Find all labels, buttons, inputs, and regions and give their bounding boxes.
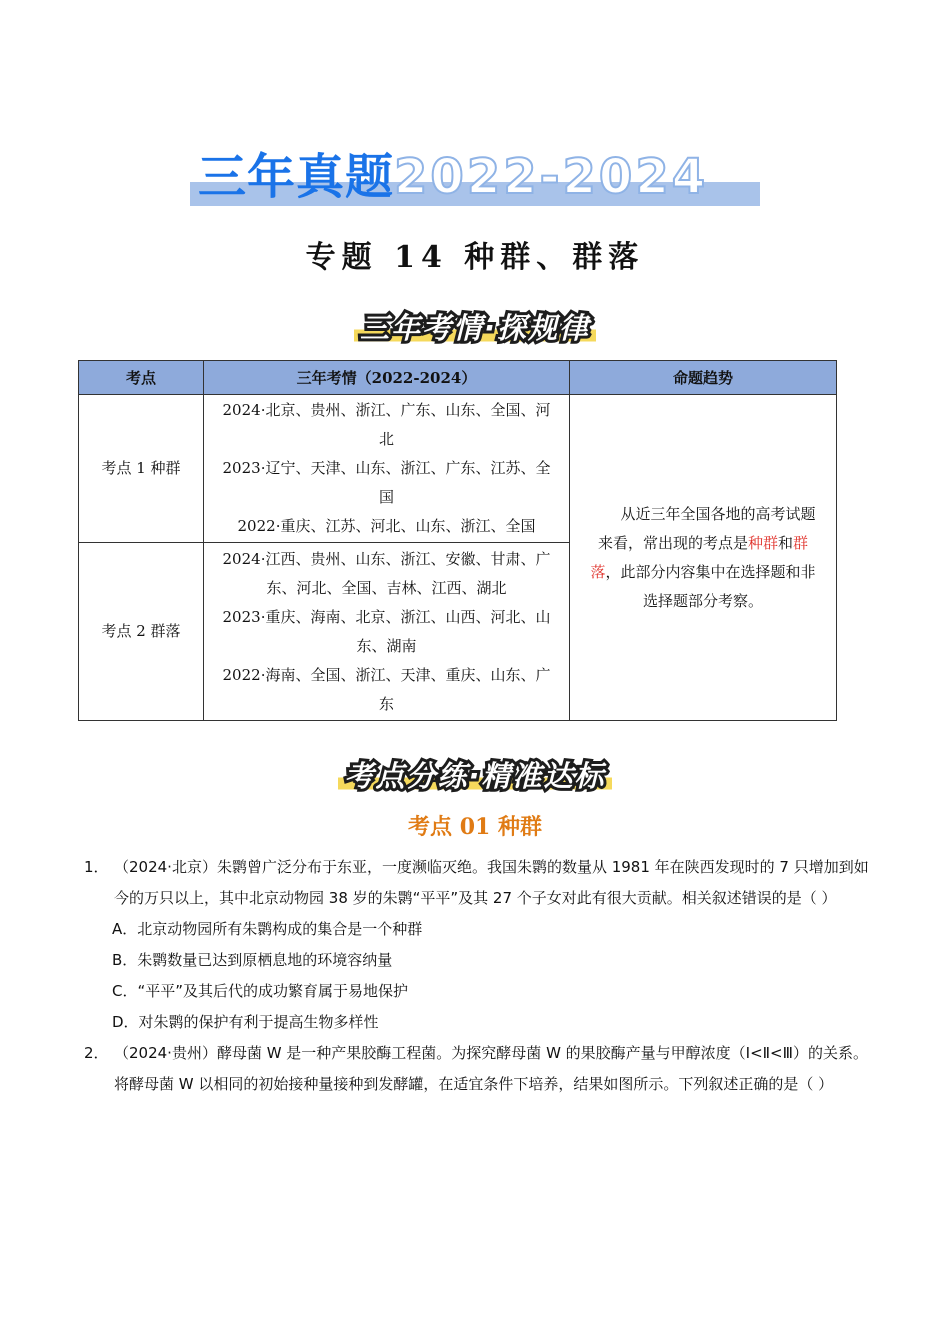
banner-title-cn: 三年真题 xyxy=(198,149,395,205)
kaoqing-1 xyxy=(204,395,570,543)
option-c: C．“平平”及其后代的成功繁育属于易地保护 xyxy=(112,982,409,1000)
trend-cell xyxy=(570,395,837,721)
question-list xyxy=(84,852,874,1100)
trend-text xyxy=(584,500,822,616)
kaodian-title: 考点 01 种群 xyxy=(408,814,542,840)
option-b: B．朱鹮数量已达到原栖息地的环境容纳量 xyxy=(112,951,393,969)
topic-title: 专题 14 种群、群落 xyxy=(305,240,645,275)
trend-highlight-population: 种群 xyxy=(747,533,778,552)
banner-title-years: 2022-2024 xyxy=(394,149,709,205)
section-banner-practice-text: 考点分练·精准达标 xyxy=(338,759,611,793)
header-banner xyxy=(190,146,760,208)
trend-highlight-community: 群落 xyxy=(590,533,809,581)
kaoqing-2-2023: 2023·重庆、海南、北京、浙江、山西、河北、山东、湖南 xyxy=(222,607,551,655)
banner-title xyxy=(198,146,708,208)
question-number: 1． xyxy=(84,858,109,876)
trend-text-part3: ，此部分内容集中在选择题和非选择题部分考察。 xyxy=(605,562,816,610)
question-number: 2． xyxy=(84,1044,109,1062)
kaodian-2: 考点 2 群落 xyxy=(79,543,204,721)
option-d: D．对朱鹮的保护有利于提高生物多样性 xyxy=(112,1013,379,1031)
option-a: A．北京动物园所有朱鹮构成的集合是一个种群 xyxy=(112,920,423,938)
section-banner-trends-text: 三年考情·探规律 xyxy=(354,311,596,345)
header-kaodian: 考点 xyxy=(79,361,204,395)
kaoqing-2-2024: 2024·江西、贵州、山东、浙江、安徽、甘肃、广东、河北、全国、吉林、江西、湖北 xyxy=(222,549,551,597)
kaoqing-2 xyxy=(204,543,570,721)
exam-analysis-table xyxy=(78,360,837,721)
kaodian-1: 考点 1 种群 xyxy=(79,395,204,543)
table-row xyxy=(79,395,837,543)
section-banner-trends xyxy=(0,306,950,347)
kaoqing-1-2023: 2023·辽宁、天津、山东、浙江、广东、江苏、全国 xyxy=(222,459,551,506)
kaoqing-2-2022: 2022·海南、全国、浙江、天津、重庆、山东、广东 xyxy=(222,665,551,713)
kaoqing-1-2024: 2024·北京、贵州、浙江、广东、山东、全国、河北 xyxy=(222,401,551,448)
trend-text-part2: 和 xyxy=(778,533,794,552)
header-trend: 命题趋势 xyxy=(570,361,837,395)
header-kaoqing: 三年考情（2022-2024） xyxy=(204,361,570,395)
section-banner-practice xyxy=(0,754,950,795)
question-1 xyxy=(84,852,874,914)
kaoqing-1-2022: 2022·重庆、江苏、河北、山东、浙江、全国 xyxy=(237,517,536,535)
table-header-row xyxy=(79,361,837,395)
question-stem: （2024·贵州）酵母菌 W 是一种产果胶酶工程菌。为探究酵母菌 W 的果胶酶产量与甲醇浓度（Ⅰ<Ⅱ<Ⅲ）的关系。将酵母菌 W 以相同的初始接种量接种到发酵罐，在适宜条件下培养，结果如图所示。下列叙述正确的是（ ） xyxy=(114,1044,868,1093)
question-2 xyxy=(84,1038,874,1100)
trend-text-part1: 从近三年全国各地的高考试题来看，常出现的考点是 xyxy=(597,504,816,552)
question-stem: （2024·北京）朱鹮曾广泛分布于东亚，一度濒临灭绝。我国朱鹮的数量从 1981 年在陕西发现时的 7 只增加到如今的万只以上，其中北京动物园 38 岁的朱鹮“平平”及其 27 个子女对此有很大贡献。相关叙述错误的是（ ） xyxy=(114,858,869,907)
